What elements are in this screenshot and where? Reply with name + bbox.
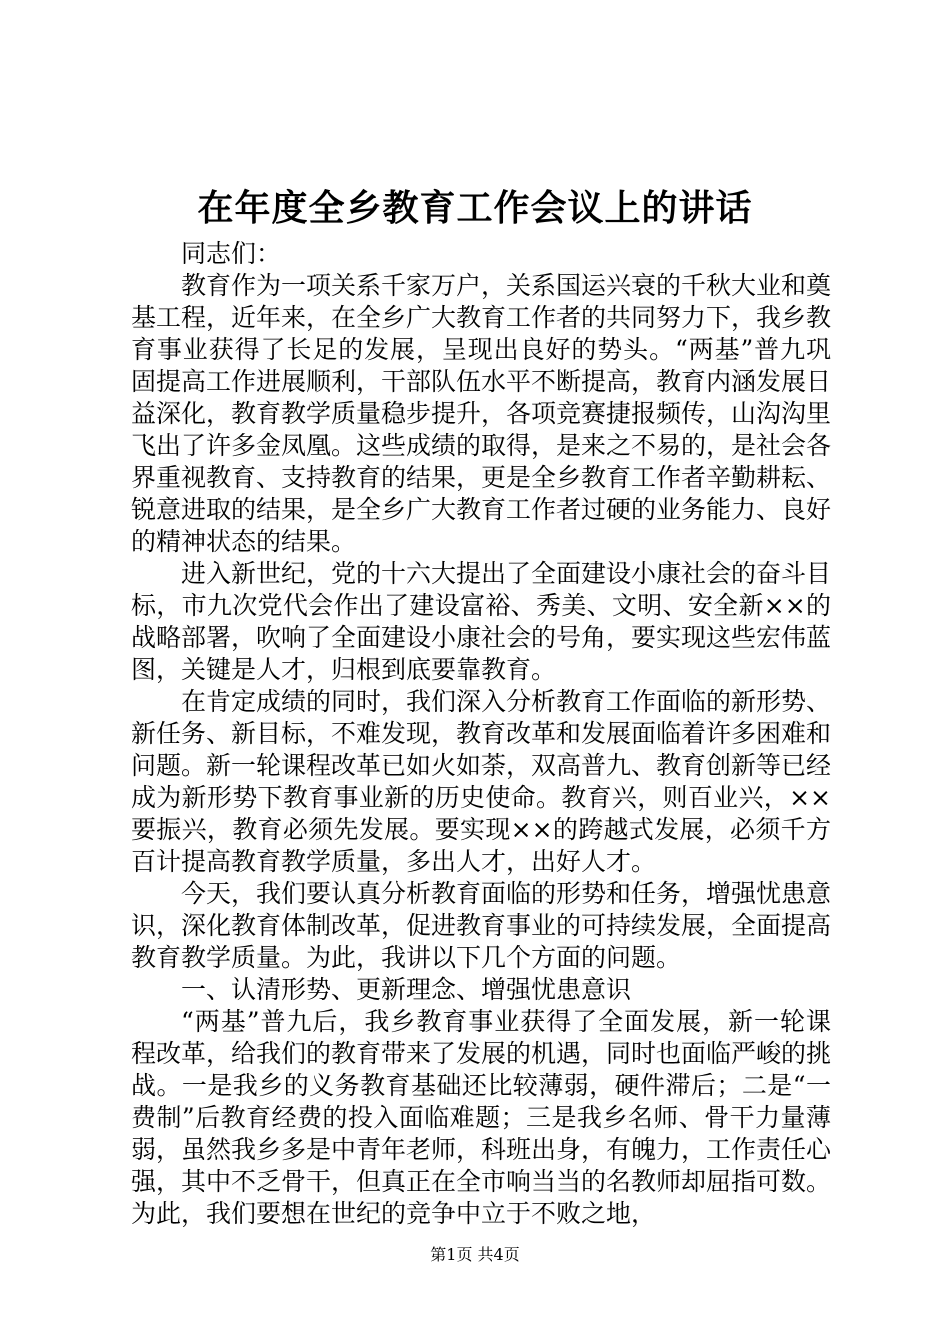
page-footer: 第1页 共4页 [430, 1245, 520, 1264]
paragraph-salutation: 同志们： [181, 239, 282, 268]
document-title: 在年度全乡教育工作会议上的讲话 [197, 187, 753, 229]
paragraph: 进入新世纪，党的十六大提出了全面建设小康社会的奋斗目标，市九次党代会作出了建设富裕、秀美、文明、安全新××的战略部署，吹响了全面建设小康社会的号角，要实现这些宏伟蓝图，关键是人才，归根到底要靠教育。 [131, 559, 832, 684]
section-heading: 一、认清形势、更新理念、增强忧患意识 [181, 975, 632, 1004]
paragraph: 教育作为一项关系千家万户，关系国运兴衰的千秋大业和奠基工程，近年来，在全乡广大教育工作者的共同努力下，我乡教育事业获得了长足的发展，呈现出良好的势头。“两基”普九巩固提高工作进展顺利，干部队伍水平不断提高，教育内涵发展日益深化，教育教学质量稳步提升，各项竞赛捷报频传，山沟沟里飞出了许多金凤凰。这些成绩的取得，是来之不易的，是社会各界重视教育、支持教育的结果，更是全乡教育工作者辛勤耕耘、锐意进取的结果，是全乡广大教育工作者过硬的业务能力、良好的精神状态的结果。 [131, 271, 832, 556]
document-body [131, 238, 831, 1230]
paragraph: “两基”普九后，我乡教育事业获得了全面发展，新一轮课程改革，给我们的教育带来了发展的机遇，同时也面临严峻的挑战。一是我乡的义务教育基础还比较薄弱，硬件滞后；二是“一费制”后教育经费的投入面临难题；三是我乡名师、骨干力量薄弱，虽然我乡多是中青年老师，科班出身，有魄力，工作责任心强，其中不乏骨干，但真正在全市响当当的名教师却屈指可数。为此，我们要想在世纪的竞争中立于不败之地， [131, 1007, 832, 1228]
paragraph: 在肯定成绩的同时，我们深入分析教育工作面临的新形势、新任务、新目标，不难发现，教育改革和发展面临着许多困难和问题。新一轮课程改革已如火如荼，双高普九、教育创新等已经成为新形势下教育事业新的历史使命。教育兴，则百业兴，××要振兴，教育必须先发展。要实现××的跨越式发展，必须千方百计提高教育教学质量，多出人才，出好人才。 [131, 687, 832, 876]
paragraph: 今天，我们要认真分析教育面临的形势和任务，增强忧患意识，深化教育体制改革，促进教育事业的可持续发展，全面提高教育教学质量。为此，我讲以下几个方面的问题。 [131, 879, 832, 972]
